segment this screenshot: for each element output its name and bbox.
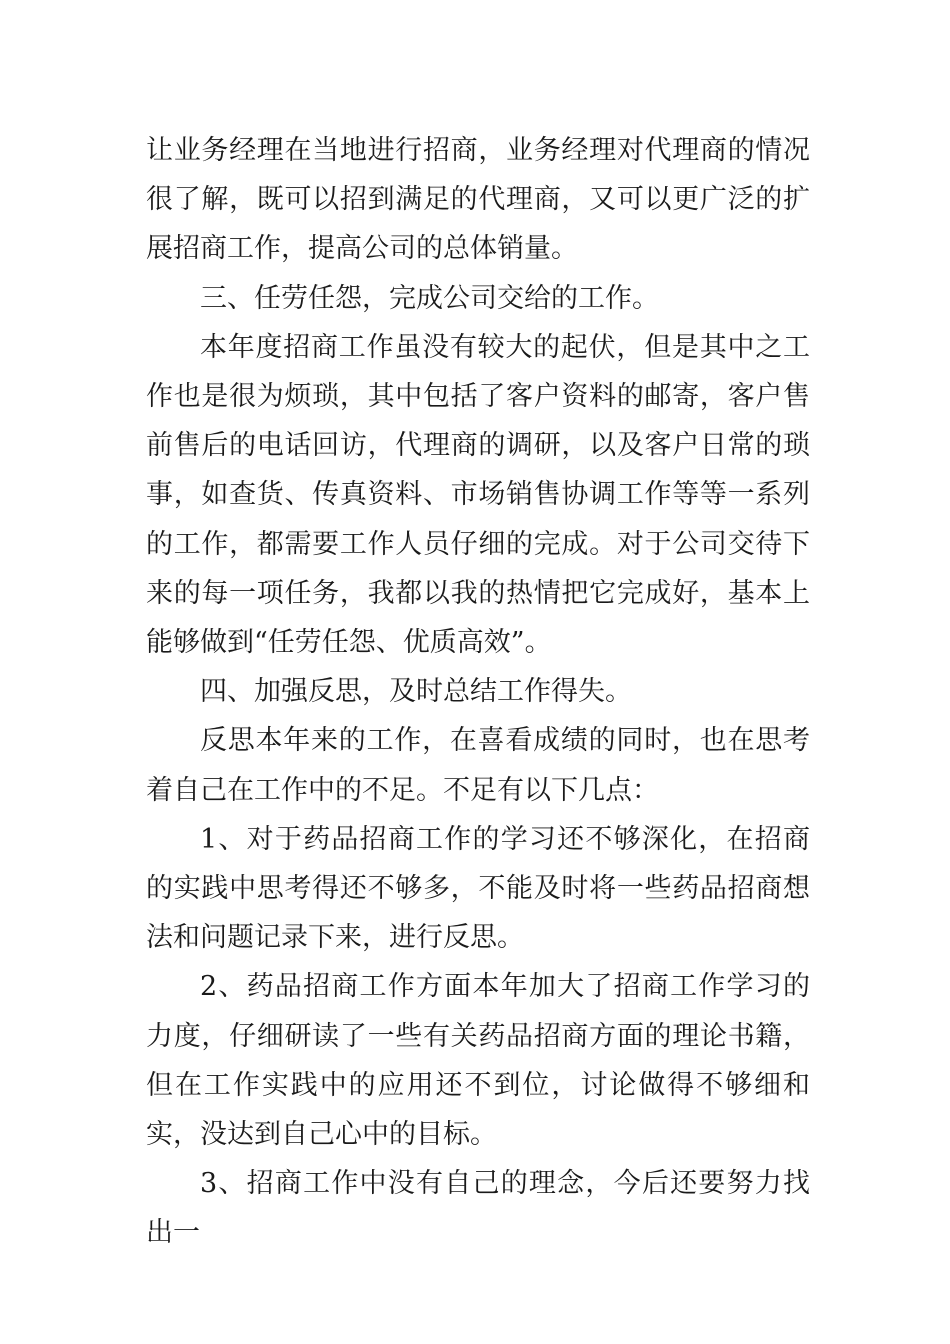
document-body bbox=[146, 126, 810, 1258]
paragraph-reflection: 反思本年来的工作，在喜看成绩的同时，也在思考着自己在工作中的不足。不足有以下几点： bbox=[146, 725, 810, 806]
section-heading-3: 三、任劳任怨，完成公司交给的工作。 bbox=[200, 282, 659, 314]
paragraph-work-description: 本年度招商工作虽没有较大的起伏，但是其中之工作也是很为烦琐，其中包括了客户资料的邮寄，客户售前售后的电话回访，代理商的调研，以及客户日常的琐事，如查货、传真资料、市场销售协调工作等等一系列的工作，都需要工作人员仔细的完成。对于公司交待下来的每一项任务，我都以我的热情把它完成好，基本上能够做到“任劳任怨、优质高效”。 bbox=[146, 331, 810, 659]
list-item-3: 3、招商工作中没有自己的理念，今后还要努力找出一 bbox=[146, 1168, 810, 1249]
paragraph-continuation: 让业务经理在当地进行招商，业务经理对代理商的情况很了解，既可以招到满足的代理商，又可以更广泛的扩展招商工作，提高公司的总体销量。 bbox=[146, 135, 810, 265]
list-item-1: 1、对于药品招商工作的学习还不够深化，在招商的实践中思考得还不够多，不能及时将一些药品招商想法和问题记录下来，进行反思。 bbox=[146, 823, 810, 954]
list-item-2: 2、药品招商工作方面本年加大了招商工作学习的力度，仔细研读了一些有关药品招商方面的理论书籍，但在工作实践中的应用还不到位，讨论做得不够细和实，没达到自己心中的目标。 bbox=[146, 971, 810, 1151]
section-heading-4: 四、加强反思，及时总结工作得失。 bbox=[200, 676, 632, 708]
